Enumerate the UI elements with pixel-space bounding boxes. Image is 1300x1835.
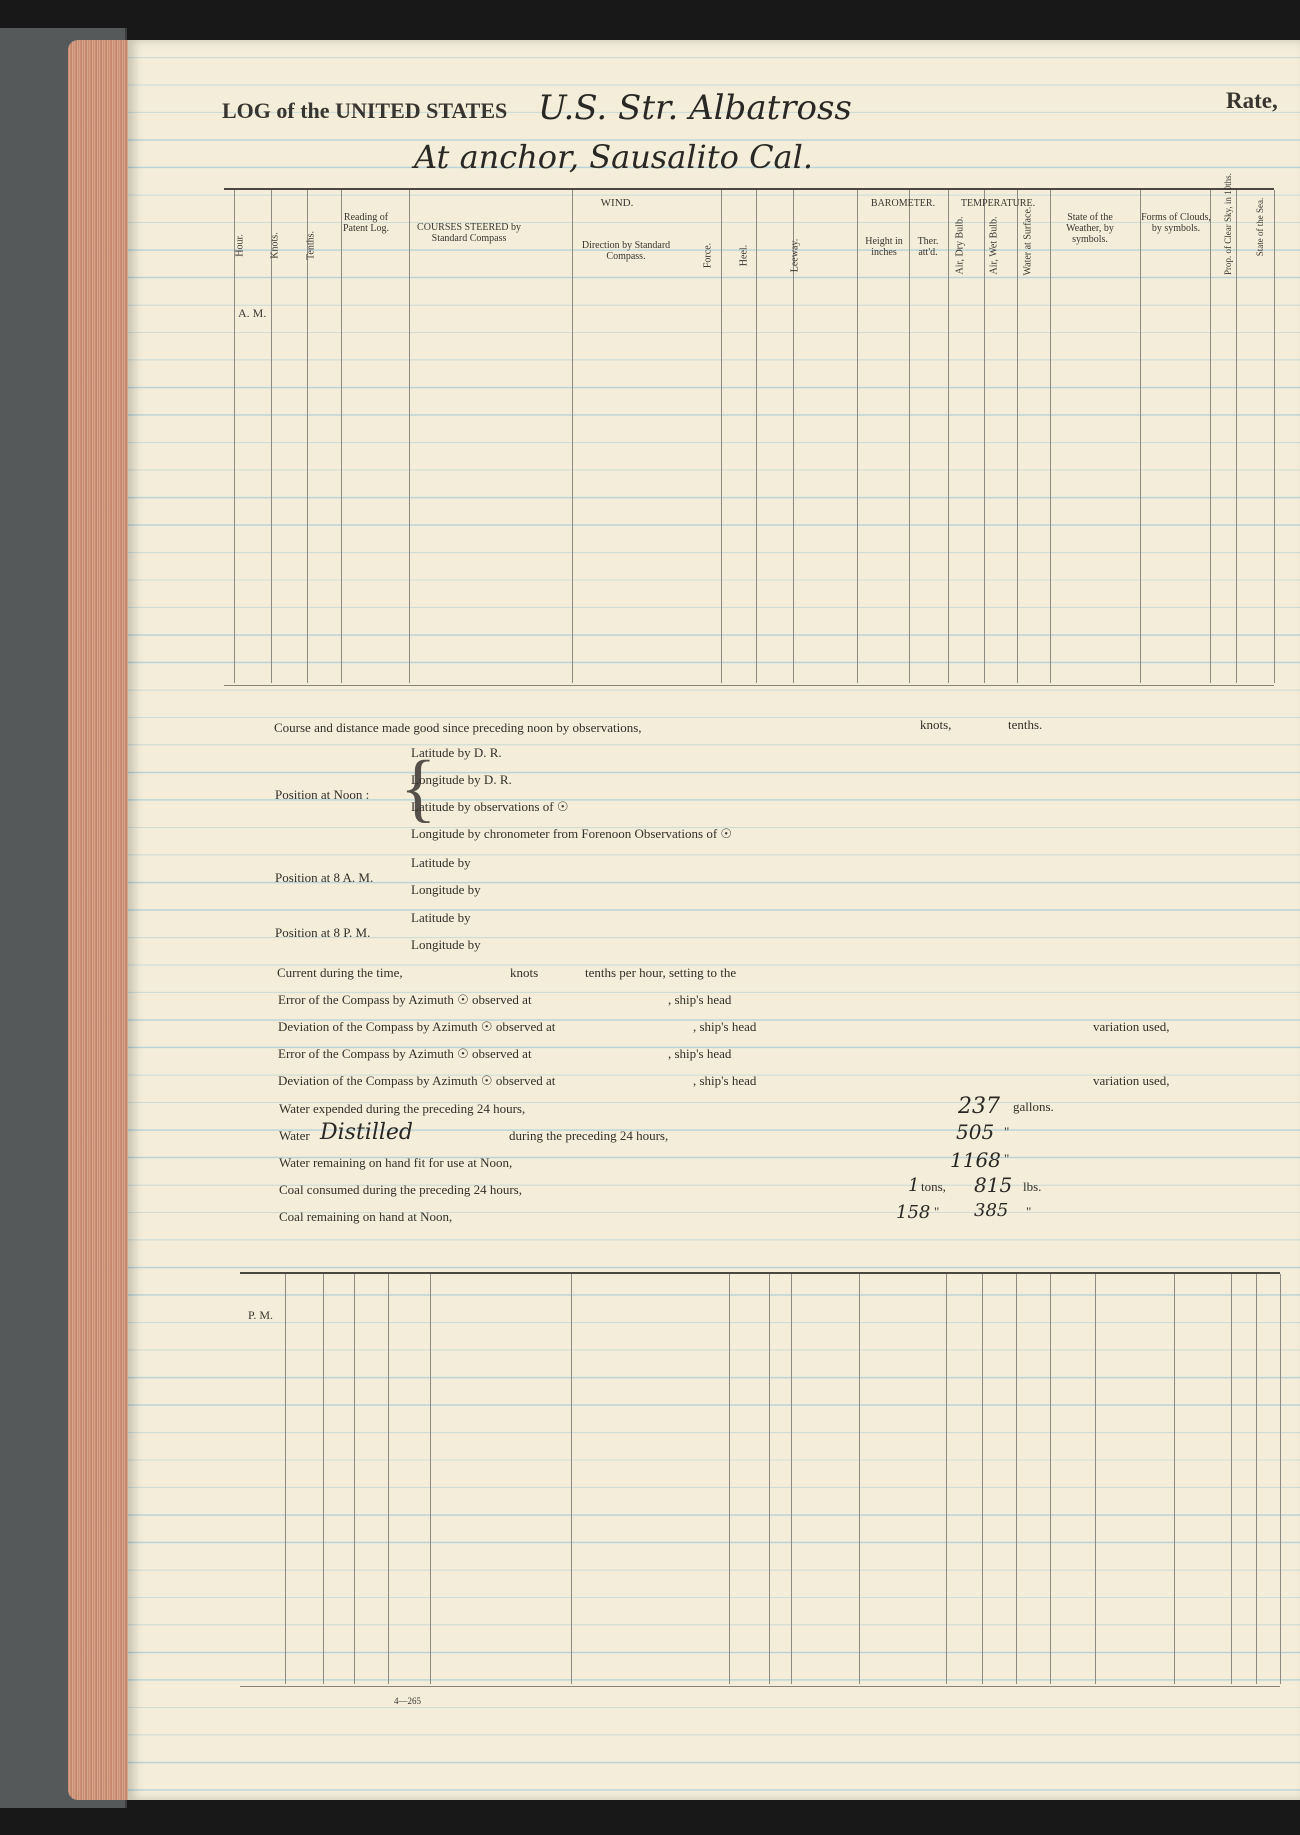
knots-label: knots,: [920, 717, 952, 732]
pm-col-divider: [430, 1274, 431, 1684]
hdr-courses: COURSES STEERED by Standard Compass: [417, 222, 521, 244]
am-col-divider: [1017, 190, 1018, 683]
ships-head-4: , ship's head: [693, 1073, 757, 1088]
am-col-divider: [572, 190, 573, 683]
pm-col-divider: [791, 1274, 792, 1684]
current-label-b: knots: [510, 965, 539, 980]
hdr-height: Height in inches: [865, 236, 903, 258]
deviation-compass-2: Deviation of the Compass by Azimuth ☉ observed at: [278, 1073, 556, 1088]
lbs-label: lbs.: [1023, 1179, 1042, 1194]
am-col-divider: [721, 190, 722, 683]
page-title: LOG of the UNITED STATES: [222, 98, 508, 123]
variation-used-2: variation used,: [1093, 1073, 1170, 1088]
hdr-weather: State of the Weather, by symbols.: [1066, 212, 1114, 245]
pm-col-divider: [571, 1274, 572, 1684]
coal-lbs-value: 815: [974, 1173, 1013, 1197]
current-label-a: Current during the time,: [277, 965, 403, 980]
hdr-force: Force.: [702, 242, 714, 269]
log-page: [128, 40, 1300, 1800]
pm-col-divider: [729, 1274, 730, 1684]
am-label: A. M.: [238, 306, 267, 320]
coal-consumed-label: Coal consumed during the preceding 24 hours,: [279, 1182, 522, 1197]
pm-col-divider: [982, 1274, 983, 1684]
pm-label: P. M.: [248, 1308, 274, 1322]
error-compass-1: Error of the Compass by Azimuth ☉ observed at: [278, 992, 532, 1007]
pm-col-divider: [1095, 1274, 1096, 1684]
current-label-c: tenths per hour, setting to the: [585, 965, 737, 980]
water-remaining-value: 1168: [950, 1148, 1001, 1172]
am-col-divider: [1140, 190, 1141, 683]
coal-remaining-tons: 158: [896, 1202, 931, 1223]
am-col-divider: [948, 190, 949, 683]
gallons-label: gallons.: [1013, 1099, 1054, 1114]
hdr-wind-dir: Direction by Standard Compass.: [581, 240, 671, 262]
am-col-divider: [409, 190, 410, 683]
position-noon-label: Position at Noon :: [275, 787, 370, 802]
ditto-2: ": [1004, 1151, 1010, 1166]
variation-used-1: variation used,: [1093, 1019, 1170, 1034]
hdr-barometer: BAROMETER.: [870, 198, 936, 209]
water-kind-value: 505: [956, 1120, 995, 1144]
pm-col-divider: [1174, 1274, 1175, 1684]
hdr-clear-sky: Prop. of Clear Sky, in 10ths.: [1223, 173, 1233, 275]
position-8am-label: Position at 8 A. M.: [275, 870, 374, 885]
pm-col-divider: [1050, 1274, 1051, 1684]
water-remaining-label: Water remaining on hand fit for use at Noon,: [279, 1155, 513, 1170]
coal-tons-value: 1: [908, 1175, 920, 1196]
pm-col-divider: [354, 1274, 355, 1684]
pm-col-divider: [1016, 1274, 1017, 1684]
water-label: Water: [279, 1128, 310, 1143]
hdr-sea: State of the Sea.: [1255, 197, 1265, 257]
brace: {: [400, 746, 437, 830]
hdr-water-surface: Water at Surface.: [1022, 206, 1034, 276]
ditto-4: ": [1026, 1204, 1032, 1219]
pm-col-divider: [1280, 1274, 1281, 1684]
lat-8am-label: Latitude by: [411, 855, 471, 870]
ships-head-1: , ship's head: [668, 992, 732, 1007]
pm-col-divider: [388, 1274, 389, 1684]
tenths-label: tenths.: [1008, 717, 1043, 732]
am-col-divider: [341, 190, 342, 683]
hdr-airwet: Air, Wet Bulb.: [988, 216, 1000, 275]
hdr-leeway: Leeway.: [789, 238, 801, 273]
lon-8am-label: Longitude by: [411, 882, 481, 897]
coal-remaining-label: Coal remaining on hand at Noon,: [279, 1209, 453, 1224]
pm-table: [240, 1272, 1280, 1687]
form-number: 4—265: [394, 1696, 421, 1706]
ditto-1: ": [1004, 1124, 1010, 1139]
location-note: At anchor, Sausalito Cal.: [414, 138, 814, 176]
ships-head-3: , ship's head: [668, 1046, 732, 1061]
lat-dr-label: Latitude by D. R.: [411, 745, 502, 760]
hdr-tenths: Tenths.: [305, 230, 317, 261]
pm-col-divider: [769, 1274, 770, 1684]
am-col-divider: [984, 190, 985, 683]
pm-col-divider: [946, 1274, 947, 1684]
am-col-divider: [1274, 190, 1275, 683]
am-col-divider: [1210, 190, 1211, 683]
lat-8pm-label: Latitude by: [411, 910, 471, 925]
coal-remaining-lbs: 385: [974, 1200, 1009, 1221]
hdr-heel: Heel.: [738, 244, 750, 267]
hdr-airdry: Air, Dry Bulb.: [954, 216, 966, 275]
lon-chr-label: Longitude by chronometer from Forenoon Observations of ☉: [411, 826, 733, 841]
hdr-knots: Knots.: [269, 232, 281, 259]
error-compass-2: Error of the Compass by Azimuth ☉ observed at: [278, 1046, 532, 1061]
hdr-wind: WIND.: [600, 197, 634, 209]
hdr-ther: Ther. att'd.: [917, 236, 939, 258]
lon-8pm-label: Longitude by: [411, 937, 481, 952]
position-8pm-label: Position at 8 P. M.: [275, 925, 371, 940]
vessel-name: U.S. Str. Albatross: [538, 88, 852, 128]
water-expended-value: 237: [958, 1094, 1000, 1119]
water-expended-label: Water expended during the preceding 24 hours,: [279, 1101, 526, 1116]
ships-head-2: , ship's head: [693, 1019, 757, 1034]
lat-obs-label: Latitude by observations of ☉: [411, 799, 569, 814]
course-distance-label: Course and distance made good since preceding noon by observations,: [274, 720, 642, 735]
pm-col-divider: [859, 1274, 860, 1684]
am-col-divider: [909, 190, 910, 683]
hdr-temperature: TEMPERATURE.: [960, 198, 1036, 209]
pm-col-divider: [1231, 1274, 1232, 1684]
hdr-patent-log: Reading of Patent Log.: [342, 212, 390, 234]
am-col-divider: [1050, 190, 1051, 683]
hdr-hour: Hour.: [234, 234, 246, 257]
rate-label: Rate,: [1226, 88, 1278, 113]
lon-dr-label: Longitude by D. R.: [411, 772, 512, 787]
pm-col-divider: [285, 1274, 286, 1684]
am-col-divider: [756, 190, 757, 683]
water-during-label: during the preceding 24 hours,: [509, 1128, 669, 1143]
am-col-divider: [857, 190, 858, 683]
water-kind: Distilled: [320, 1120, 414, 1145]
deviation-compass-1: Deviation of the Compass by Azimuth ☉ observed at: [278, 1019, 556, 1034]
ditto-3: ": [934, 1204, 940, 1219]
pm-col-divider: [323, 1274, 324, 1684]
tons-label: tons,: [921, 1179, 946, 1194]
am-col-divider: [1236, 190, 1237, 683]
pm-col-divider: [1256, 1274, 1257, 1684]
hdr-clouds: Forms of Clouds, by symbols.: [1141, 212, 1211, 234]
